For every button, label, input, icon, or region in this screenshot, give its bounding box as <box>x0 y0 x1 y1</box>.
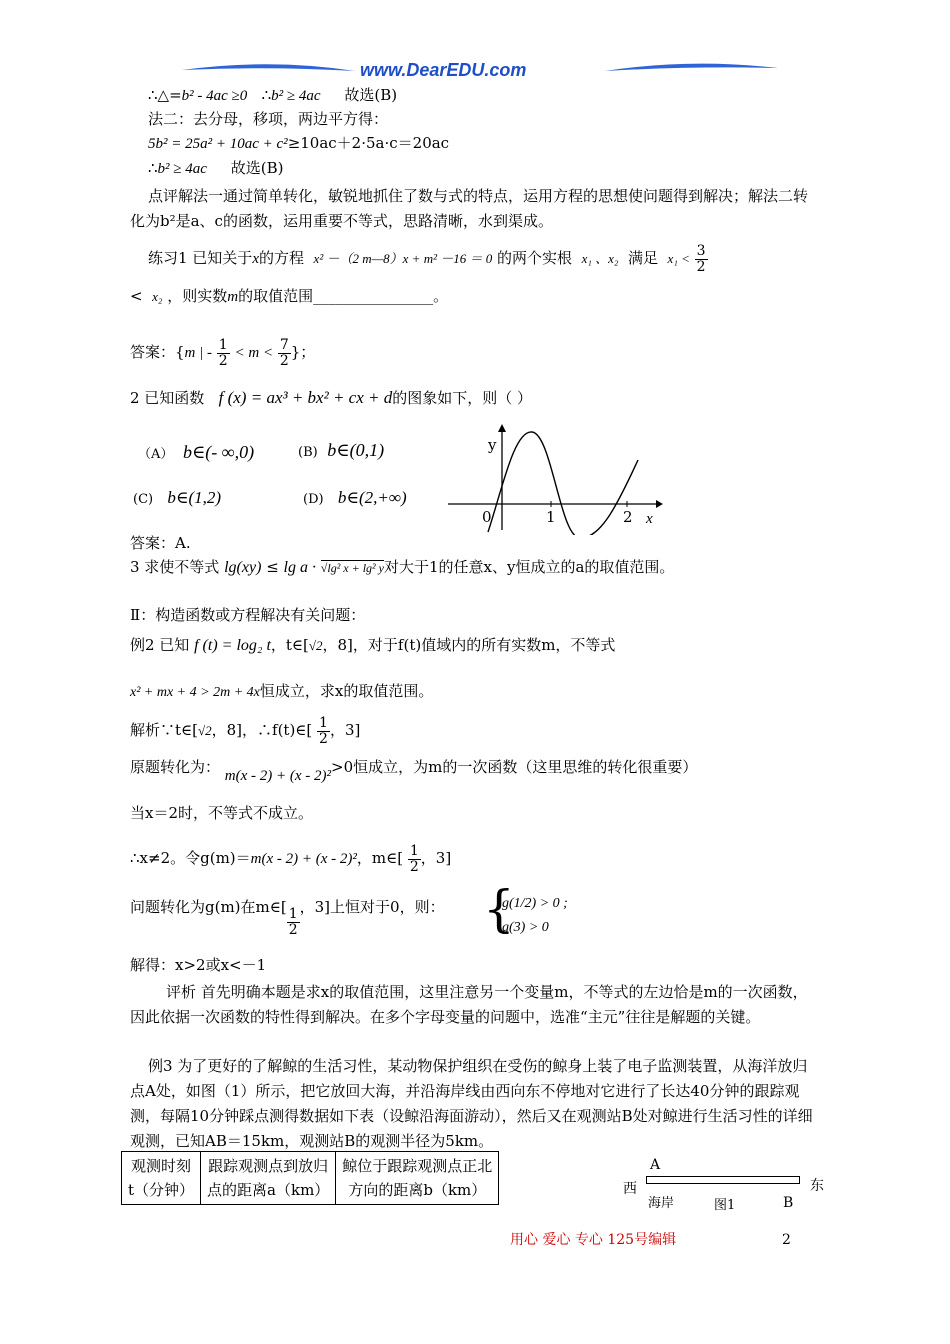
text: 解析∵t∈[ <box>130 721 198 740</box>
example-2-line2 <box>130 682 433 702</box>
fraction: $\frac{7}{2}$ <box>279 337 289 369</box>
text: < <box>130 287 143 305</box>
text: 原题转化为： <box>130 758 221 776</box>
text: ，则实数 <box>167 287 228 305</box>
text: 的取值范围________________。 <box>238 287 449 305</box>
math: b² ≥ 4ac <box>271 88 321 104</box>
question-2 <box>130 388 532 408</box>
math: b² ≥ 4ac <box>157 161 207 177</box>
text: 恒成立，求x的取值范围。 <box>259 682 434 700</box>
math: 5b² = 25a² + 10ac + c² <box>148 136 288 152</box>
math: x <box>252 251 259 268</box>
table-header-cell: 观测时刻 t（分钟） <box>122 1152 201 1205</box>
math: lg(xy) <box>224 559 262 576</box>
fraction: $\frac{1}{2}$ <box>409 843 419 875</box>
text: 问题转化为g(m)在m∈[ <box>130 898 287 917</box>
text: 满足 <box>627 249 658 268</box>
answer-1 <box>130 338 315 368</box>
math: m <box>227 289 239 305</box>
text: ≤ <box>266 558 279 576</box>
text: 练习1 已知关于 <box>148 249 253 268</box>
question-3 <box>130 558 674 577</box>
text: 的两个实根 <box>497 249 573 268</box>
math: √lg² x + lg² y <box>320 561 384 575</box>
option-label: (B) <box>298 445 318 460</box>
table-header-cell: 鲸位于跟踪观测点正北 方向的距离b（km） <box>336 1152 499 1205</box>
table-header-cell: 跟踪观测点到放归 点的距离a（km） <box>201 1152 336 1205</box>
system-line-2: g(3) > 0 <box>502 920 549 935</box>
text: 3 求使不等式 <box>130 558 220 576</box>
answer-2: 答案：A. <box>130 534 191 552</box>
left-swoosh <box>182 64 355 71</box>
solution-line2 <box>130 758 698 784</box>
text: ，t∈[ <box>270 636 309 654</box>
solution-line5 <box>130 893 445 938</box>
text: ，8]，∴f(t)∈[ <box>211 721 313 740</box>
text: ∴ <box>261 86 272 104</box>
line-expansion <box>148 134 449 153</box>
coast-label: 海岸 <box>648 1196 675 1211</box>
math: lg a · <box>283 559 316 576</box>
math: m | - <box>184 345 212 362</box>
option-d <box>303 488 407 508</box>
exercise-1-line1 <box>148 244 708 274</box>
fraction: $\frac{1}{2}$ <box>319 715 328 747</box>
line-conclusion <box>148 159 284 178</box>
text: ，3] <box>420 849 452 868</box>
system-line-1: g(1/2) > 0 ; <box>502 896 568 911</box>
math: x₁ 、x₂ <box>581 251 619 267</box>
west-label: 西 <box>623 1181 637 1197</box>
math: b∈(0,1) <box>327 440 385 460</box>
option-label: （A） <box>138 447 174 462</box>
option-b <box>298 440 384 462</box>
graph-x-label: x <box>646 511 653 527</box>
point-b-label: B <box>783 1195 794 1211</box>
y-axis-arrow <box>498 424 506 432</box>
text: ≥10ac＋2·5a·c＝20ac <box>287 134 450 152</box>
cubic-curve <box>488 432 638 535</box>
text: }； <box>290 343 316 362</box>
right-swoosh <box>605 64 778 71</box>
math: b∈(- ∞,0) <box>182 442 255 462</box>
text: 对大于1的任意x、y恒成立的a的取值范围。 <box>383 558 675 576</box>
table-header-row <box>122 1152 499 1205</box>
fraction: $\frac{1}{2}$ <box>218 337 228 369</box>
text: ，3]上恒对于0，则： <box>299 898 445 917</box>
math: m(x - 2) + (x - 2)² <box>250 851 357 868</box>
coastline-bar <box>646 1176 800 1184</box>
math: b² - 4ac ≥0 <box>181 88 248 104</box>
math: √2 <box>308 638 323 653</box>
fraction: $\frac{1}{2}$ <box>288 906 298 938</box>
site-logo[interactable]: www.DearEDU.com <box>360 60 527 80</box>
fraction: $\frac{3}{2}$ <box>696 243 706 275</box>
math: x₂ <box>152 289 163 304</box>
text: ，8]，对于f(t)值域内的所有实数m，不等式 <box>322 636 616 654</box>
solution-result: 解得：x>2或x<－1 <box>130 956 267 974</box>
example-3-paragraph: 例3 为了更好的了解鲸的生活习性，某动物保护组织在受伤的鲸身上装了电子监测装置，从海洋放归点A处，如图（1）所示，把它放回大海，并沿海岸线由西向东不停地对它进行了长达40分钟的跟踪观测，每隔10分钟踩点测得数据如下表（设鲸沿海面游动），然后又在观测站B处对鲸进行生活习性的详细观测，已知AB＝15km，观测站B的观测半径为5km。 <box>130 1057 813 1150</box>
comment-paragraph: 点评解法一通过简单转化，敏锐地抓住了数与式的特点，运用方程的思想使问题得到解决；解法二转化为b²是a、c的函数，运用重要不等式，思路清晰，水到渠成。 <box>130 187 809 230</box>
text: ，m∈[ <box>356 849 404 868</box>
math: m(x - 2) + (x - 2)² <box>224 768 332 784</box>
math: < m < <box>234 345 274 362</box>
section-2-heading: Ⅱ：构造函数或方程解决有关问题： <box>130 606 366 624</box>
x-axis-arrow <box>656 500 663 508</box>
text: ∴ <box>148 159 158 177</box>
graph-origin: 0 <box>482 508 492 526</box>
observation-table <box>121 1151 499 1205</box>
text: >0恒成立，为m的一次函数（这里思维的转化很重要） <box>331 758 698 776</box>
math: b∈(1,2) <box>167 488 222 507</box>
page-number: 2 <box>782 1232 791 1248</box>
math: b∈(2,+∞) <box>337 488 407 507</box>
math: f (t) = log₂ t <box>194 637 271 654</box>
math: x² －（2 m—8）x + m² －16 ＝ 0 <box>313 251 493 267</box>
math: f (x) = ax³ + bx² + cx + d <box>218 388 393 407</box>
text: 的图象如下，则（ ） <box>392 389 533 407</box>
graph-tick-1-label: 1 <box>546 508 556 526</box>
text: ∴△= <box>148 86 182 104</box>
text: 故选(B) <box>230 159 284 177</box>
solution-line4 <box>130 844 451 874</box>
line-delta <box>148 86 397 105</box>
example-2-line1 <box>130 636 615 655</box>
comment-2-paragraph: 评析 首先明确本题是求x的取值范围，这里注意另一个变量m，不等式的左边恰是m的一次函数，因此依据一次函数的特性得到解决。在多个字母变量的问题中，选准“主元”往往是解题的关键。 <box>130 983 808 1026</box>
graph-tick-2-label: 2 <box>623 508 633 526</box>
option-label: (D) <box>303 492 324 507</box>
option-label: (C) <box>133 492 154 507</box>
text: ∴x≠2。令g(m)＝ <box>130 849 251 868</box>
east-label: 东 <box>810 1178 824 1194</box>
option-a <box>138 442 254 464</box>
footer-text: 用心 爱心 专心 125号编辑 <box>510 1232 677 1248</box>
text: 例2 已知 <box>130 636 190 654</box>
text: 的方程 <box>258 249 304 268</box>
point-a-label: A <box>650 1157 661 1173</box>
graph-y-label: y <box>488 436 497 454</box>
method-two: 法二：去分母，移项，两边平方得： <box>148 110 389 128</box>
math: x₁ < <box>667 251 690 267</box>
solution-line1 <box>130 716 360 746</box>
figure-caption: 图1 <box>714 1198 736 1213</box>
text: 2 已知函数 <box>130 389 205 407</box>
exercise-1-line2 <box>130 287 448 306</box>
solution-line3: 当x＝2时，不等式不成立。 <box>130 804 314 822</box>
text: ，3] <box>329 721 361 740</box>
math: √2 <box>197 723 212 739</box>
text: 答案：{ <box>130 343 185 362</box>
system-brace: { <box>483 880 515 938</box>
math: x² + mx + 4 > 2m + 4x <box>130 685 260 700</box>
text: 故选(B) <box>344 86 398 104</box>
option-c <box>133 488 221 508</box>
